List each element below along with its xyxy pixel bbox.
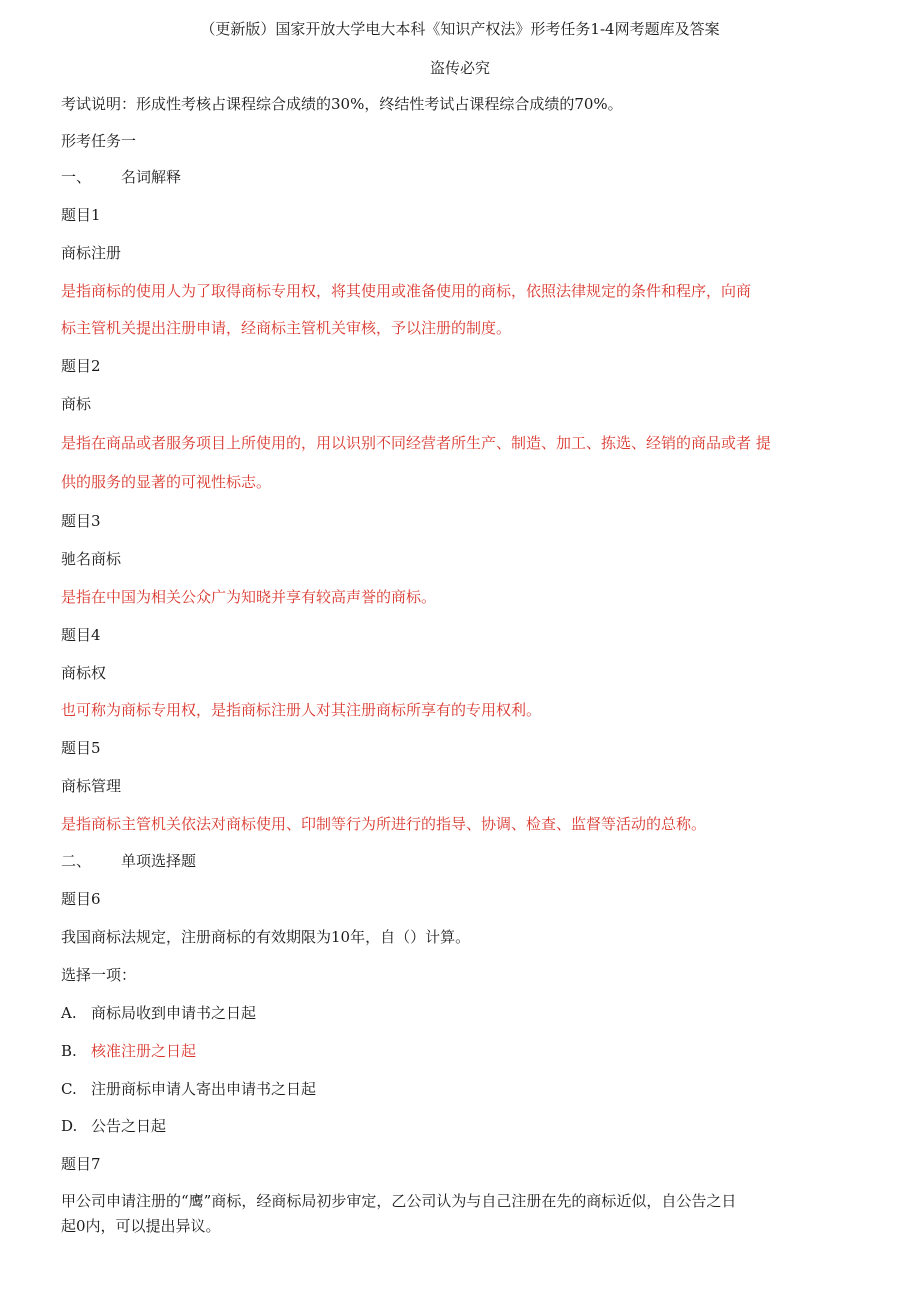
question-label: 题目6 [61,890,101,908]
option-letter: A. [61,1004,77,1022]
question-stem: 我国商标法规定，注册商标的有效期限为10年，自（）计算。 [61,928,471,946]
section-heading-2 [61,851,196,871]
question-term: 商标注册 [61,244,122,262]
answer-text: 是指在中国为相关公众广为知晓并享有较高声誉的商标。 [61,588,437,606]
answer-text: 是指在商品或者服务项目上所使用的，用以识别不同经营者所生产、制造、加工、拣选、经销的商品或者 提 [61,434,771,452]
section-number: 一、 [61,168,92,186]
question-stem: 甲公司申请注册的“鹰”商标，经商标局初步审定，乙公司认为与自己注册在先的商标近似，自公告之日 [61,1192,737,1210]
option-d [61,1116,166,1136]
section-title: 单项选择题 [121,852,197,870]
option-letter: B. [61,1042,77,1060]
question-label: 题目4 [61,626,101,644]
document-subtitle: 盗传必究 [429,59,490,77]
option-text-correct: 核准注册之日起 [91,1042,197,1060]
answer-text: 也可称为商标专用权，是指商标注册人对其注册商标所享有的专用权利。 [61,701,542,719]
question-term: 商标管理 [61,777,122,795]
exam-note: 考试说明：形成性考核占课程综合成绩的30%，终结性考试占课程综合成绩的70%。 [61,95,623,113]
section-title: 名词解释 [121,168,182,186]
answer-text: 是指商标主管机关依法对商标使用、印制等行为所进行的指导、协调、检查、监督等活动的总称。 [61,815,707,833]
question-term: 商标 [61,395,92,413]
question-label: 题目5 [61,739,101,757]
question-term: 驰名商标 [61,550,122,568]
document-title: （更新版）国家开放大学电大本科《知识产权法》形考任务1-4网考题库及答案 [200,20,720,38]
option-letter: C. [61,1080,77,1098]
question-term: 商标权 [61,664,107,682]
option-c [61,1079,316,1099]
section-heading-1 [61,167,181,187]
task-title: 形考任务一 [61,132,137,150]
question-label: 题目3 [61,512,101,530]
option-text: 注册商标申请人寄出申请书之日起 [91,1080,317,1098]
answer-text: 是指商标的使用人为了取得商标专用权，将其使用或准备使用的商标，依照法律规定的条件和程序，向商 [61,282,752,300]
section-number: 二、 [61,852,92,870]
answer-text: 标主管机关提出注册申请，经商标主管机关审核，予以注册的制度。 [61,319,512,337]
option-a [61,1003,256,1023]
question-label: 题目1 [61,206,101,224]
option-letter: D. [61,1117,78,1135]
option-text: 商标局收到申请书之日起 [91,1004,257,1022]
question-stem: 起0内，可以提出异议。 [61,1217,221,1235]
question-label: 题目7 [61,1155,101,1173]
choice-prompt: 选择一项： [61,966,137,984]
option-text: 公告之日起 [91,1117,167,1135]
answer-text: 供的服务的显著的可视性标志。 [61,473,272,491]
question-label: 题目2 [61,357,101,375]
option-b [61,1041,196,1061]
